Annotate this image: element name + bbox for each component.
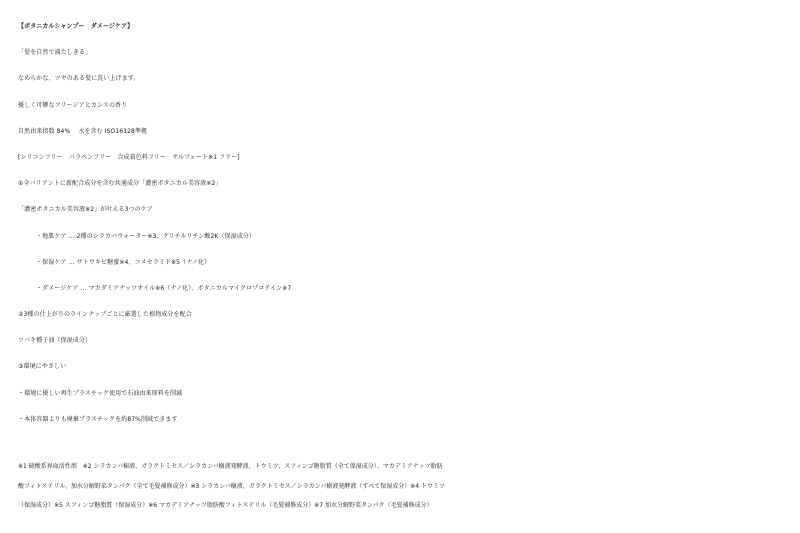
footnotes [18,457,788,516]
eco-item-recycled: ・環境に優しい再生プラスチック使用で石油由来原料を削減 [18,389,183,397]
feature-3-heading: ③環境にやさしい [18,363,67,371]
product-description [18,14,788,433]
product-title: 【ボタニカルシャンプー ダメージケア】 [18,23,134,30]
care-item-scalp: ・地肌ケア … 2種のシラカバウォーター※3、グリチルリチン酸2K（保湿成分） [36,232,256,240]
fragrance-line: 優しく可憐なフリージアとカシスの香り [18,101,128,109]
description-line: なめらかな、ツヤのある髪に洗い上げます。 [18,75,140,83]
feature-2-heading: ②3種の仕上がりのラインナップごとに厳選した植物成分を配合 [18,311,192,319]
footnote-line: 酸フィトステリル、加水分解野菜タンパク（全て毛髪補修成分）※3 シラカンバ樹液、ガラクトミセス／シラカンバ樹液発酵液（すべて保湿成分）※4 トウミツ [18,482,445,490]
care-heading: 「濃密ボタニカル美容液※2」が叶える3つのケア [18,206,153,214]
footnote-line: ※1 硫酸系界面活性剤 ※2 シラカンバ樹液、ガラクトミセス／シラカンバ樹液発酵液、トウミツ、スフィンゴ糖脂質（全て保湿成分）、マカデミアナッツ脂肪 [18,463,443,470]
feature-1-heading: ①全バリアントに新配合成分を含む共通成分「濃密ボタニカル美容液※2」 [18,180,222,188]
eco-item-reduction: ・本体容器よりも廃棄プラスチックを約87%削減できます [18,415,178,423]
free-from-line: [シリコンフリー パラベンフリー 合成着色料フリー サルフェート※1 フリー] [18,153,240,161]
footnote-line: （保湿成分）※5 スフィンゴ糖脂質（保湿成分）※6 マカデミアナッツ脂肪酸フィトステリル（毛髪補修成分）※7 加水分解野菜タンパク（毛髪補修成分） [18,502,433,509]
natural-index-line: 自然由来指数 84% 水を含む ISO16128準拠 [18,127,148,135]
care-item-moisture: ・保湿ケア … サトウキビ糖蜜※4、コメセラミド※5（ナノ化） [36,258,211,266]
camellia-oil-line: ツバキ種子油（保湿成分） [18,337,92,345]
tagline: 「髪を自然で満たしきる」 [18,49,92,57]
care-item-damage: ・ダメージケア … マカダミアナッツオイル※6（ナノ化）、ボタニカルマイクロプロテイン※7 [36,284,292,292]
